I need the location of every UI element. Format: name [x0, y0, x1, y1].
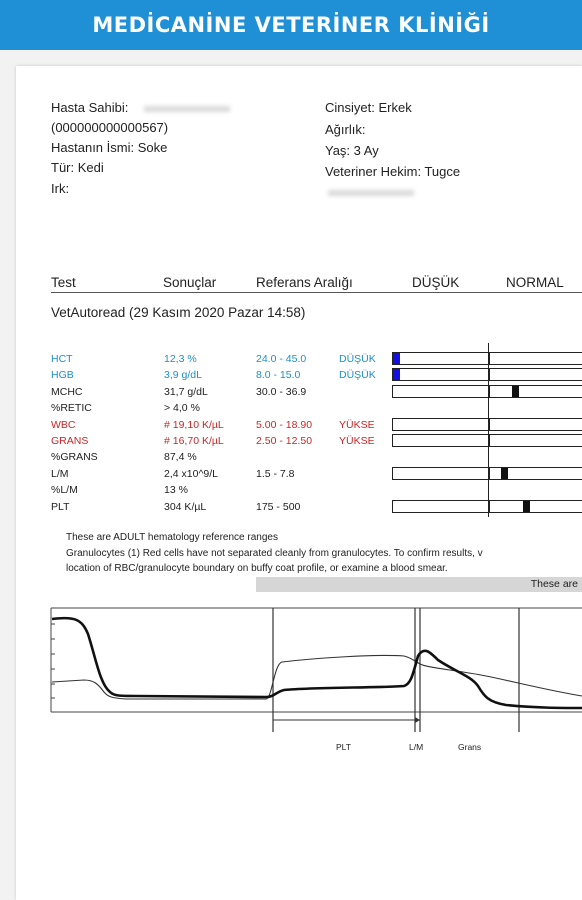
row-test: HGB — [51, 369, 74, 382]
col-header-normal: NORMAL — [506, 275, 564, 290]
range-bar — [392, 418, 582, 431]
row-test: HCT — [51, 353, 73, 365]
row-result: > 4,0 % — [164, 402, 200, 415]
graph-label-grans: Grans — [458, 742, 482, 752]
patient-species: Tür: Kedi — [51, 160, 104, 175]
range-bar-marker — [501, 468, 508, 479]
range-bar-low-fill — [393, 369, 400, 380]
patient-weight: Ağırlık: — [325, 122, 366, 137]
row-result: # 19,10 K/µL — [164, 418, 224, 431]
range-bar — [392, 467, 582, 480]
graph-label-plt: PLT — [336, 742, 351, 752]
row-range: 2.50 - 12.50 — [256, 435, 313, 447]
row-result: # 16,70 K/µL — [164, 435, 224, 447]
row-result: 12,3 % — [164, 353, 197, 365]
note-line-1: These are ADULT hematology reference ranges — [66, 532, 278, 543]
patient-sex: Cinsiyet: Erkek — [325, 100, 412, 115]
range-bar — [392, 500, 582, 513]
redacted-owner-name — [144, 106, 230, 112]
note-line-3: location of RBC/granulocyte boundary on buffy coat profile, or examine a blood smear. — [66, 563, 448, 574]
header-divider — [51, 292, 582, 293]
row-result: 13 % — [164, 484, 188, 497]
row-test: %RETIC — [51, 402, 92, 415]
app-header — [0, 0, 582, 50]
range-bar-marker — [512, 386, 519, 397]
patient-breed: Irk: — [51, 181, 70, 196]
note-line-2: Granulocytes (1) Red cells have not separated cleanly from granulocytes. To confirm results, v — [66, 548, 483, 559]
range-bar-marker — [523, 501, 530, 512]
row-test: MCHC — [51, 385, 83, 398]
row-range: 5.00 - 18.90 — [256, 418, 313, 431]
row-flag: YÜKSE — [339, 418, 375, 431]
range-bar — [392, 368, 582, 381]
banner-text: These are — [530, 578, 578, 590]
range-bar — [392, 385, 582, 398]
range-bar-normal-boundary — [489, 501, 490, 512]
col-header-results: Sonuçlar — [163, 275, 217, 290]
row-result: 31,7 g/dL — [164, 385, 208, 398]
range-bar-normal-boundary — [489, 353, 490, 364]
row-test: %L/M — [51, 484, 78, 497]
range-bar — [392, 352, 582, 365]
patient-age: Yaş: 3 Ay — [325, 143, 379, 158]
row-range: 1.5 - 7.8 — [256, 467, 295, 480]
clinic-title: MEDİCANİNE VETERİNER KLİNİĞİ — [92, 13, 490, 37]
row-range: 24.0 - 45.0 — [256, 353, 307, 365]
row-result: 3,9 g/dL — [164, 369, 202, 382]
row-flag: DÜŞÜK — [339, 369, 376, 382]
row-test: %GRANS — [51, 451, 98, 464]
row-test: GRANS — [51, 435, 89, 447]
range-bar-normal-boundary — [489, 386, 490, 397]
range-bar-normal-boundary — [489, 369, 490, 380]
row-test: PLT — [51, 500, 70, 513]
owner-label: Hasta Sahibi: — [51, 100, 129, 115]
row-flag: YÜKSE — [339, 435, 375, 447]
range-bar-normal-boundary — [489, 435, 490, 446]
range-bar — [392, 434, 582, 447]
range-bar-normal-boundary — [489, 419, 490, 430]
redacted-line — [328, 190, 414, 196]
patient-name: Hastanın İsmi: Soke — [51, 140, 168, 155]
lab-report-sheet — [16, 66, 582, 900]
col-header-reference: Referans Aralığı — [256, 275, 353, 290]
row-test: WBC — [51, 418, 76, 431]
row-range: 175 - 500 — [256, 500, 301, 513]
row-result: 2,4 x10^9/L — [164, 467, 218, 480]
range-bar-low-fill — [393, 353, 400, 364]
row-range: 30.0 - 36.9 — [256, 385, 307, 398]
row-result: 304 K/µL — [164, 500, 207, 513]
range-column-line — [488, 343, 489, 517]
col-header-low: DÜŞÜK — [412, 275, 460, 290]
graph-label-lm: L/M — [409, 742, 424, 752]
notes-banner — [256, 577, 582, 592]
run-title: VetAutoread (29 Kasım 2020 Pazar 14:58) — [51, 305, 306, 320]
row-flag: DÜŞÜK — [339, 353, 376, 365]
patient-vet: Veteriner Hekim: Tugce — [325, 164, 461, 179]
col-header-test: Test — [51, 275, 76, 290]
buffy-coat-profile-graph — [16, 604, 582, 764]
range-bar-normal-boundary — [489, 468, 490, 479]
row-test: L/M — [51, 467, 69, 480]
row-range: 8.0 - 15.0 — [256, 369, 301, 382]
owner-id: (000000000000567) — [51, 120, 169, 135]
row-result: 87,4 % — [164, 451, 197, 464]
